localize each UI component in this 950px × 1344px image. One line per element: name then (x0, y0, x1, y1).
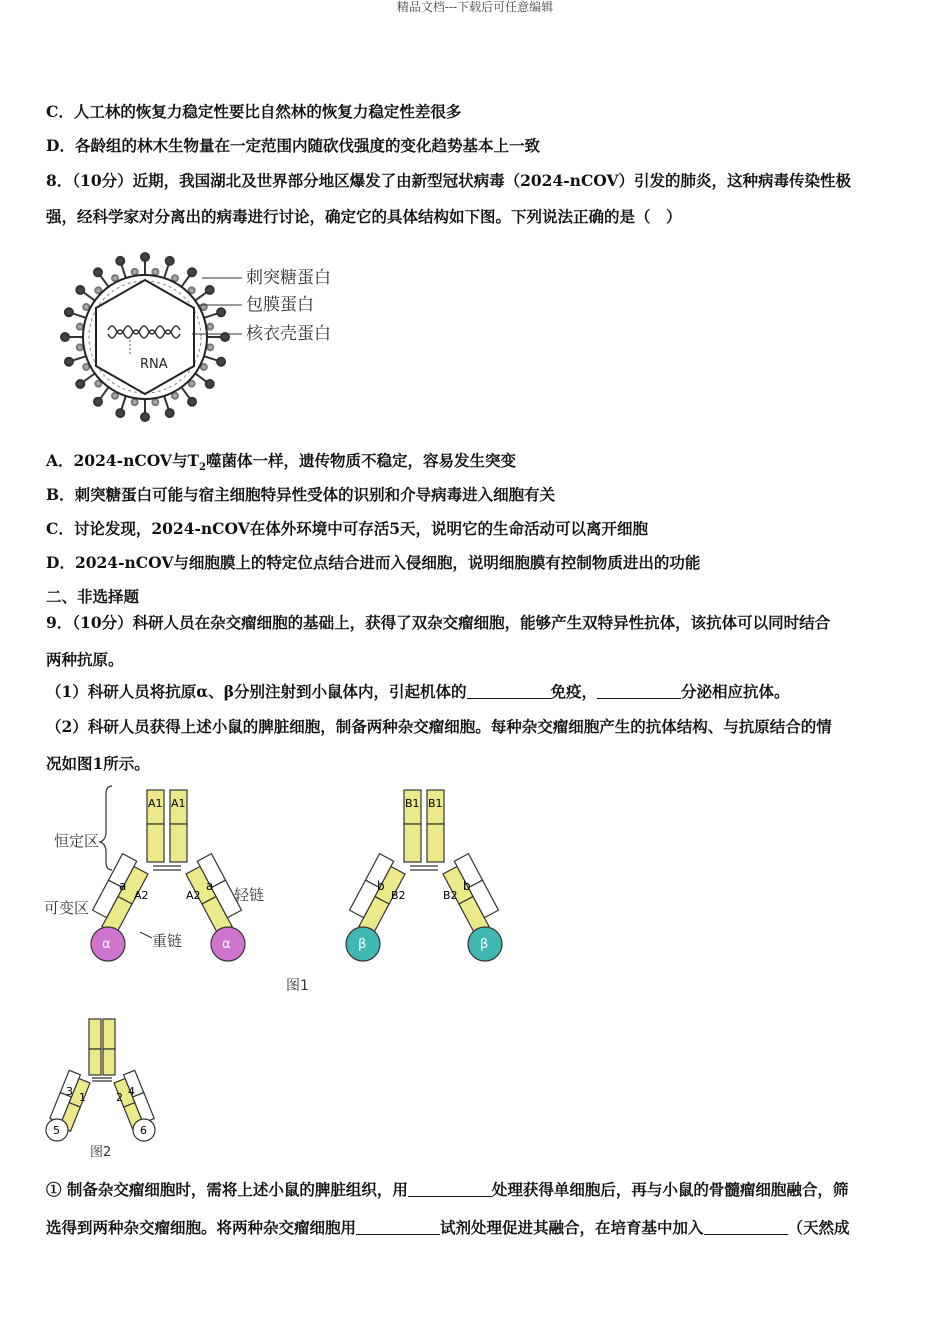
label-B2-left: B2 (391, 889, 406, 902)
envelope-protein (77, 324, 83, 330)
antigen-alpha-left: α (102, 937, 111, 952)
envelope-protein (172, 275, 178, 281)
q9-stem-line2: 两种抗原。 (46, 650, 124, 669)
q8-option-b: B．刺突糖蛋白可能与宿主细胞特异性受体的识别和介导病毒进入细胞有关 (46, 485, 556, 504)
antigen-beta-left: β (358, 937, 367, 952)
spike-head (188, 268, 196, 276)
spike-head (76, 286, 84, 294)
envelope-protein (132, 269, 138, 275)
capsid-protein-label: 核衣壳蛋白 (246, 324, 331, 344)
label-B1-left: B1 (405, 797, 420, 810)
q7-option-d: D．各龄组的林木生物量在一定范围内随砍伐强度的变化趋势基本上一致 (46, 136, 540, 155)
envelope-protein (152, 269, 158, 275)
label-5: 5 (53, 1124, 60, 1137)
label-A1-left: A1 (148, 797, 163, 810)
label-1: 1 (79, 1091, 86, 1104)
envelope-protein (83, 304, 89, 310)
label-A2-right: A2 (186, 889, 201, 902)
antigen-alpha-right: α (222, 937, 231, 952)
spike-head (206, 286, 214, 294)
envelope-protein (132, 399, 138, 405)
heavy-chain-label: 重链 (152, 932, 183, 950)
label-A1-right: A1 (171, 797, 186, 810)
q9-stem-line1: 9．（10分）科研人员在杂交瘤细胞的基础上，获得了双杂交瘤细胞，能够产生双特异性抗体，该抗体可以同时结合 (46, 613, 831, 632)
antigen-beta-right: β (480, 937, 489, 952)
q9-part2-line1: （2）科研人员获得上述小鼠的脾脏细胞，制备两种杂交瘤细胞。每种杂交瘤细胞产生的抗体结构、与抗原结合的情 (46, 717, 832, 736)
constant-region-label: 恒定区 (54, 832, 100, 850)
spike-head (116, 257, 124, 265)
envelope-protein (189, 287, 195, 293)
label-4: 4 (128, 1085, 135, 1098)
spike-head (141, 413, 149, 421)
envelope-protein (95, 287, 101, 293)
label-a-left: a (119, 879, 127, 893)
answer-blank (597, 683, 681, 699)
q9-part1: （1）科研人员将抗原α、β分别注射到小鼠体内，引起机体的 免疫， 分泌相应抗体。 (46, 682, 790, 701)
figure-1-caption: 图1 (286, 978, 309, 994)
spike-head (61, 333, 69, 341)
spike-head (76, 380, 84, 388)
envelope-protein (112, 275, 118, 281)
q8-option-c: C．讨论发现，2024-nCOV在体外环境中可存活5天，说明它的生命活动可以离开细胞 (46, 519, 649, 538)
q9-subquestion-1-line1: ① 制备杂交瘤细胞时，需将上述小鼠的脾脏组织，用 处理获得单细胞后，再与小鼠的骨髓瘤细胞融合，筛 (46, 1180, 849, 1199)
antibody-figure-2 (40, 1015, 170, 1165)
envelope-protein (95, 381, 101, 387)
answer-blank (467, 683, 551, 699)
spike-head (166, 257, 174, 265)
envelope-protein (172, 393, 178, 399)
envelope-protein (201, 364, 207, 370)
spike-head (116, 409, 124, 417)
page-header: 精品文档---下载后可任意编辑 (396, 0, 554, 14)
virus-structure-figure (60, 250, 360, 425)
answer-blank (356, 1219, 440, 1235)
spike-head (217, 308, 225, 316)
envelope-protein (207, 344, 213, 350)
label-6: 6 (140, 1124, 147, 1137)
antibody-figure-1 (40, 782, 520, 997)
q8-stem-line2: 强，经科学家对分离出的病毒进行讨论，确定它的具体结构如下图。下列说法正确的是（ ） (46, 207, 682, 226)
label-a-right: a (206, 879, 214, 893)
label-b-right: b (463, 879, 471, 893)
label-b-left: b (377, 879, 385, 893)
label-A2-left: A2 (134, 889, 149, 902)
q9-part2-line2: 况如图1所示。 (46, 754, 150, 773)
spike-head (94, 268, 102, 276)
envelope-protein (112, 393, 118, 399)
q8-option-d: D．2024-nCOV与细胞膜上的特定位点结合进而入侵细胞，说明细胞膜有控制物质进出的功能 (46, 553, 701, 572)
spike-head (217, 358, 225, 366)
q8-option-a: A．2024-nCOV与$T_2$噬菌体一样，遗传物质不稳定，容易发生突变 (46, 451, 516, 474)
envelope-protein (83, 364, 89, 370)
section-heading: 二、非选择题 (46, 587, 140, 606)
rna-label: RNA (140, 357, 168, 372)
variable-region-label: 可变区 (44, 899, 90, 917)
q7-option-c: C．人工林的恢复力稳定性要比自然林的恢复力稳定性差很多 (46, 102, 462, 121)
label-B2-right: B2 (443, 889, 458, 902)
spike-head (141, 253, 149, 261)
envelope-protein (207, 324, 213, 330)
spike-head (188, 398, 196, 406)
label-2: 2 (116, 1091, 123, 1104)
q8-stem-line1: 8．（10分）近期，我国湖北及世界部分地区爆发了由新型冠状病毒（2024-nCOV）引发的肺炎，这种病毒传染性极 (46, 171, 852, 190)
spike-head (166, 409, 174, 417)
envelope-protein (77, 344, 83, 350)
answer-blank (408, 1181, 492, 1197)
spike-head (65, 358, 73, 366)
answer-blank (704, 1219, 788, 1235)
label-B1-right: B1 (428, 797, 443, 810)
envelope-protein-label: 包膜蛋白 (246, 295, 314, 315)
envelope-protein (189, 381, 195, 387)
spike-head (206, 380, 214, 388)
spike-head (65, 308, 73, 316)
spike-protein-label: 刺突糖蛋白 (246, 268, 331, 288)
figure-2-caption: 图2 (90, 1145, 112, 1160)
q9-subquestion-1-line2: 选得到两种杂交瘤细胞。将两种杂交瘤细胞用 试剂处理促进其融合，在培育基中加入 （天然成 (46, 1218, 850, 1237)
envelope-protein (152, 399, 158, 405)
label-3: 3 (66, 1085, 73, 1098)
spike-head (94, 398, 102, 406)
light-chain-label: 轻链 (234, 886, 265, 904)
